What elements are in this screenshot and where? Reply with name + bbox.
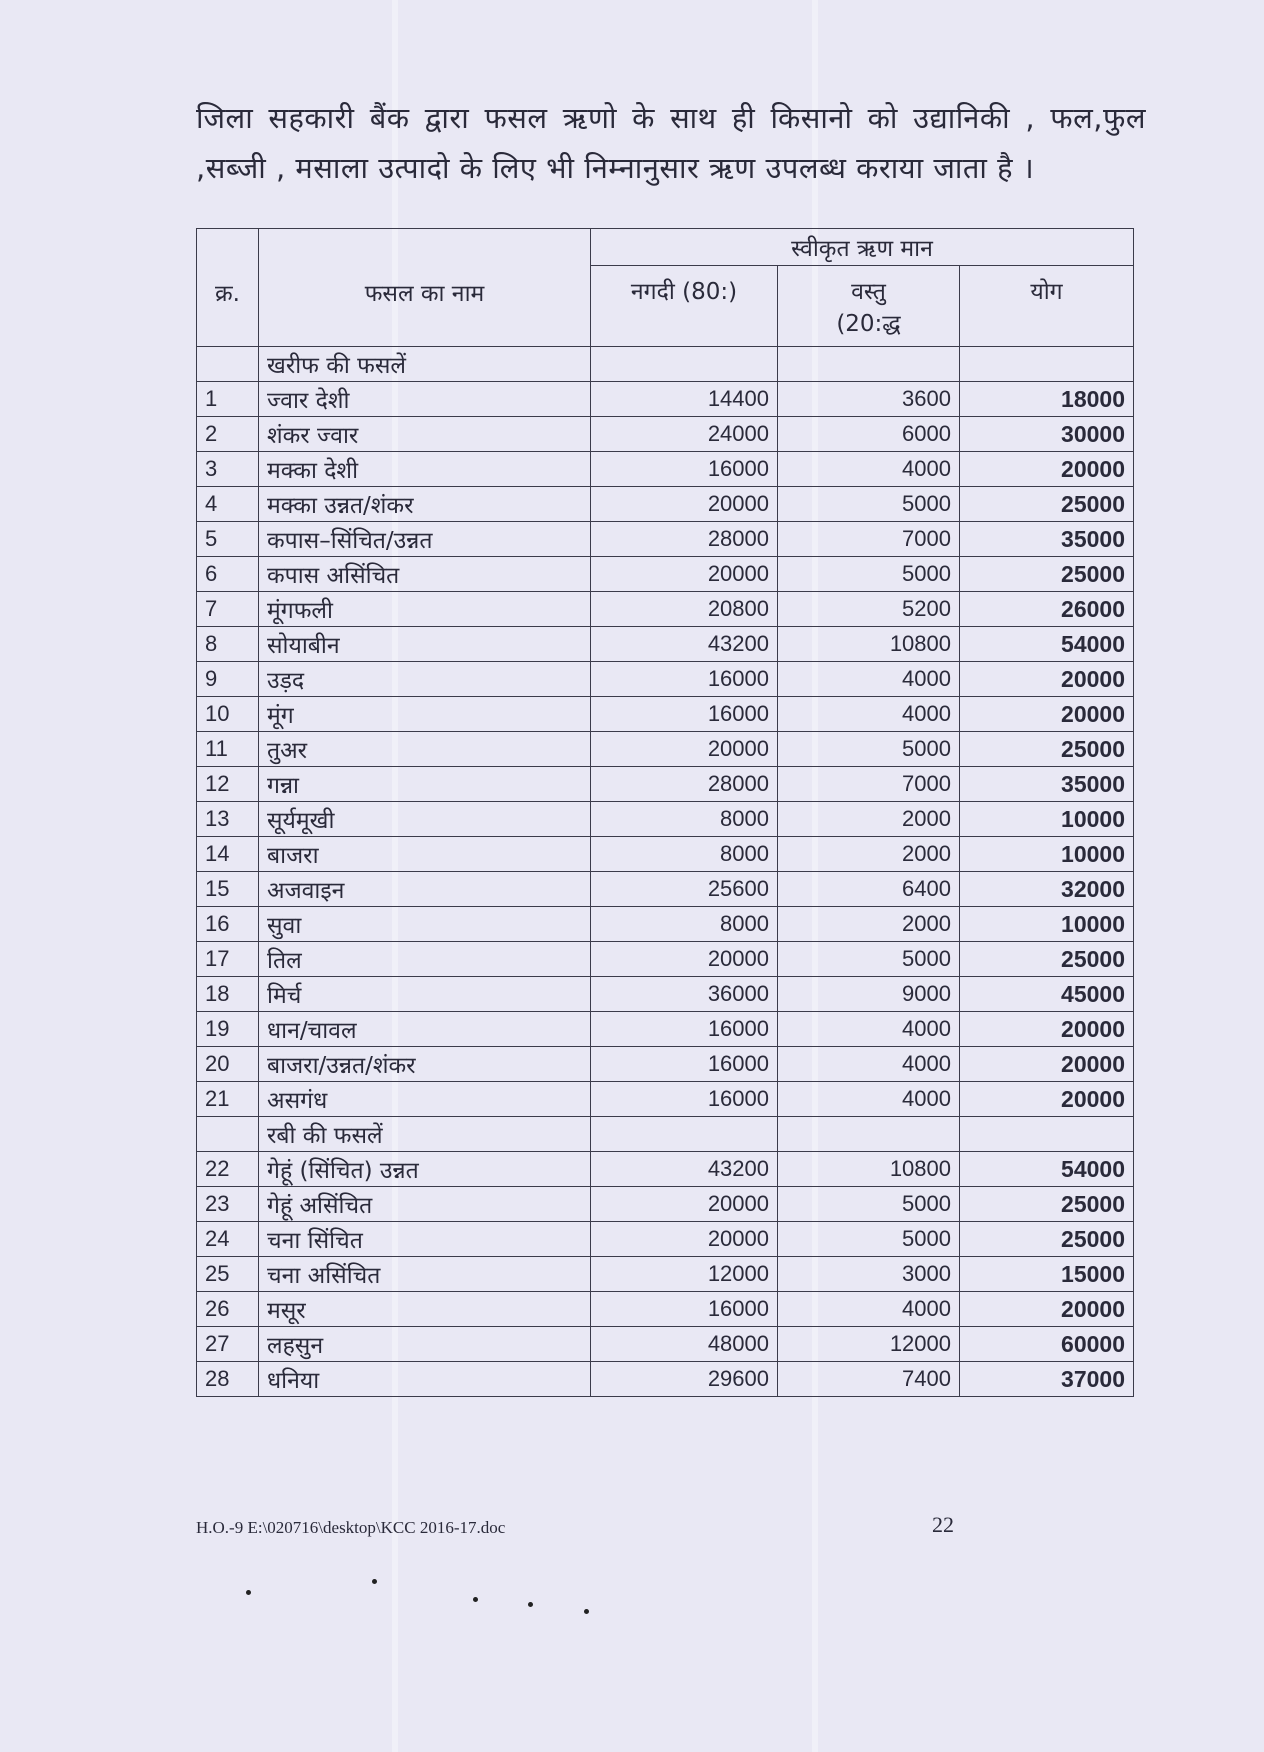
- section-row: [197, 347, 1134, 382]
- section-kind-cell: [778, 347, 960, 382]
- row-sn: 19: [197, 1012, 259, 1047]
- row-cash: 8000: [591, 907, 778, 942]
- row-total: 20000: [960, 452, 1134, 487]
- row-total: 18000: [960, 382, 1134, 417]
- row-cash: 12000: [591, 1257, 778, 1292]
- row-sn: 12: [197, 767, 259, 802]
- table-row: [197, 1362, 1134, 1397]
- table-row: [197, 907, 1134, 942]
- row-sn: 21: [197, 1082, 259, 1117]
- row-cash: 20800: [591, 592, 778, 627]
- row-crop-name: मूंग: [259, 697, 591, 732]
- row-total: 54000: [960, 627, 1134, 662]
- section-cash-cell: [591, 1117, 778, 1152]
- row-crop-name: सूर्यमूखी: [259, 802, 591, 837]
- row-cash: 20000: [591, 1187, 778, 1222]
- row-cash: 16000: [591, 1012, 778, 1047]
- row-sn: 23: [197, 1187, 259, 1222]
- row-cash: 16000: [591, 697, 778, 732]
- row-kind: 7400: [778, 1362, 960, 1397]
- row-cash: 20000: [591, 1222, 778, 1257]
- row-sn: 13: [197, 802, 259, 837]
- row-crop-name: मिर्च: [259, 977, 591, 1012]
- row-sn: 15: [197, 872, 259, 907]
- table-row: [197, 1047, 1134, 1082]
- row-cash: 48000: [591, 1327, 778, 1362]
- row-crop-name: अजवाइन: [259, 872, 591, 907]
- row-cash: 20000: [591, 487, 778, 522]
- row-sn: 28: [197, 1362, 259, 1397]
- row-crop-name: तुअर: [259, 732, 591, 767]
- row-sn: 16: [197, 907, 259, 942]
- row-cash: 14400: [591, 382, 778, 417]
- row-cash: 36000: [591, 977, 778, 1012]
- header-kind: वस्तु (20:द्ध: [778, 266, 960, 347]
- row-kind: 10800: [778, 1152, 960, 1187]
- row-cash: 16000: [591, 1047, 778, 1082]
- row-kind: 3600: [778, 382, 960, 417]
- row-kind: 4000: [778, 1082, 960, 1117]
- row-crop-name: ज्वार देशी: [259, 382, 591, 417]
- table-row: [197, 662, 1134, 697]
- row-cash: 20000: [591, 557, 778, 592]
- section-label: रबी की फसलें: [259, 1117, 591, 1152]
- row-sn: 25: [197, 1257, 259, 1292]
- table-row: [197, 942, 1134, 977]
- table-row: [197, 732, 1134, 767]
- row-total: 20000: [960, 1012, 1134, 1047]
- header-total: योग: [960, 266, 1134, 347]
- row-kind: 6400: [778, 872, 960, 907]
- row-cash: 20000: [591, 942, 778, 977]
- row-crop-name: धान/चावल: [259, 1012, 591, 1047]
- row-sn: 4: [197, 487, 259, 522]
- row-cash: 28000: [591, 522, 778, 557]
- section-row: [197, 1117, 1134, 1152]
- row-sn: 1: [197, 382, 259, 417]
- row-crop-name: मसूर: [259, 1292, 591, 1327]
- table-row: [197, 1152, 1134, 1187]
- row-total: 20000: [960, 1082, 1134, 1117]
- row-crop-name: मूंगफली: [259, 592, 591, 627]
- row-crop-name: असगंध: [259, 1082, 591, 1117]
- row-total: 20000: [960, 662, 1134, 697]
- table-row: [197, 1327, 1134, 1362]
- row-crop-name: धनिया: [259, 1362, 591, 1397]
- scan-speck: [473, 1597, 478, 1602]
- row-kind: 2000: [778, 837, 960, 872]
- row-sn: 20: [197, 1047, 259, 1082]
- row-sn: 24: [197, 1222, 259, 1257]
- row-sn: 27: [197, 1327, 259, 1362]
- header-sn: क्र.: [197, 229, 259, 347]
- row-total: 20000: [960, 697, 1134, 732]
- table-row: [197, 872, 1134, 907]
- section-label: खरीफ की फसलें: [259, 347, 591, 382]
- row-kind: 6000: [778, 417, 960, 452]
- row-total: 25000: [960, 1187, 1134, 1222]
- row-sn: 22: [197, 1152, 259, 1187]
- row-total: 20000: [960, 1047, 1134, 1082]
- table-row: [197, 697, 1134, 732]
- row-cash: 28000: [591, 767, 778, 802]
- scan-speck: [528, 1602, 533, 1607]
- section-kind-cell: [778, 1117, 960, 1152]
- table-row: [197, 487, 1134, 522]
- row-sn: 14: [197, 837, 259, 872]
- row-kind: 5000: [778, 487, 960, 522]
- row-total: 25000: [960, 942, 1134, 977]
- row-sn: 6: [197, 557, 259, 592]
- row-crop-name: सुवा: [259, 907, 591, 942]
- row-sn: 18: [197, 977, 259, 1012]
- row-total: 26000: [960, 592, 1134, 627]
- row-sn: 2: [197, 417, 259, 452]
- crop-loan-table: [196, 228, 1134, 1397]
- section-cash-cell: [591, 347, 778, 382]
- header-row: [197, 229, 1134, 266]
- row-kind: 4000: [778, 662, 960, 697]
- row-kind: 5000: [778, 1222, 960, 1257]
- row-sn: 26: [197, 1292, 259, 1327]
- row-crop-name: मक्का उन्नत/शंकर: [259, 487, 591, 522]
- row-total: 25000: [960, 1222, 1134, 1257]
- header-cash: नगदी (80:): [591, 266, 778, 347]
- header-crop-name: फसल का नाम: [259, 229, 591, 347]
- table-row: [197, 522, 1134, 557]
- row-kind: 4000: [778, 452, 960, 487]
- row-crop-name: शंकर ज्वार: [259, 417, 591, 452]
- row-kind: 5000: [778, 557, 960, 592]
- row-cash: 8000: [591, 802, 778, 837]
- row-sn: 3: [197, 452, 259, 487]
- table-row: [197, 1012, 1134, 1047]
- row-total: 60000: [960, 1327, 1134, 1362]
- row-sn: 8: [197, 627, 259, 662]
- section-total-cell: [960, 347, 1134, 382]
- section-total-cell: [960, 1117, 1134, 1152]
- table-row: [197, 452, 1134, 487]
- row-kind: 7000: [778, 767, 960, 802]
- row-cash: 16000: [591, 1082, 778, 1117]
- table-row: [197, 382, 1134, 417]
- row-total: 35000: [960, 767, 1134, 802]
- row-sn: 5: [197, 522, 259, 557]
- row-crop-name: बाजरा/उन्नत/शंकर: [259, 1047, 591, 1082]
- scan-speck: [246, 1590, 251, 1595]
- row-kind: 10800: [778, 627, 960, 662]
- scan-speck: [584, 1609, 589, 1614]
- row-total: 10000: [960, 837, 1134, 872]
- table-row: [197, 592, 1134, 627]
- row-kind: 7000: [778, 522, 960, 557]
- row-cash: 16000: [591, 1292, 778, 1327]
- table-row: [197, 1257, 1134, 1292]
- table-row: [197, 627, 1134, 662]
- table-row: [197, 1222, 1134, 1257]
- table-body: [197, 229, 1134, 1397]
- row-kind: 5000: [778, 732, 960, 767]
- row-crop-name: तिल: [259, 942, 591, 977]
- row-kind: 2000: [778, 907, 960, 942]
- row-total: 54000: [960, 1152, 1134, 1187]
- row-crop-name: मक्का देशी: [259, 452, 591, 487]
- row-cash: 29600: [591, 1362, 778, 1397]
- row-crop-name: गेहूं असिंचित: [259, 1187, 591, 1222]
- row-total: 35000: [960, 522, 1134, 557]
- row-crop-name: चना असिंचित: [259, 1257, 591, 1292]
- row-crop-name: उड़द: [259, 662, 591, 697]
- row-total: 32000: [960, 872, 1134, 907]
- row-kind: 12000: [778, 1327, 960, 1362]
- table-row: [197, 1082, 1134, 1117]
- row-crop-name: बाजरा: [259, 837, 591, 872]
- row-cash: 20000: [591, 732, 778, 767]
- row-kind: 5000: [778, 1187, 960, 1222]
- row-kind: 9000: [778, 977, 960, 1012]
- row-kind: 4000: [778, 1012, 960, 1047]
- row-total: 10000: [960, 802, 1134, 837]
- table-row: [197, 977, 1134, 1012]
- header-sanctioned-loan: स्वीकृत ऋण मान: [591, 229, 1134, 266]
- row-total: 30000: [960, 417, 1134, 452]
- row-total: 45000: [960, 977, 1134, 1012]
- row-kind: 4000: [778, 697, 960, 732]
- page-number: 22: [932, 1512, 954, 1537]
- row-sn: 17: [197, 942, 259, 977]
- row-crop-name: सोयाबीन: [259, 627, 591, 662]
- row-cash: 16000: [591, 662, 778, 697]
- row-total: 10000: [960, 907, 1134, 942]
- table-row: [197, 802, 1134, 837]
- row-total: 25000: [960, 557, 1134, 592]
- row-total: 25000: [960, 732, 1134, 767]
- row-kind: 3000: [778, 1257, 960, 1292]
- row-sn: 10: [197, 697, 259, 732]
- scan-speck: [372, 1579, 377, 1584]
- row-cash: 25600: [591, 872, 778, 907]
- table-row: [197, 767, 1134, 802]
- row-cash: 43200: [591, 627, 778, 662]
- table-row: [197, 557, 1134, 592]
- row-kind: 2000: [778, 802, 960, 837]
- row-kind: 4000: [778, 1292, 960, 1327]
- table-row: [197, 1292, 1134, 1327]
- row-total: 37000: [960, 1362, 1134, 1397]
- row-kind: 5200: [778, 592, 960, 627]
- row-cash: 24000: [591, 417, 778, 452]
- intro-paragraph: जिला सहकारी बैंक द्वारा फसल ऋणो के साथ ही किसानो को उद्यानिकी , फल,फुल ,सब्जी , मसाला उत्पादो के लिए भी निम्नानुसार ऋण उपलब्ध कराया जाता है ।: [196, 101, 1146, 185]
- row-crop-name: चना सिंचित: [259, 1222, 591, 1257]
- row-crop-name: लहसुन: [259, 1327, 591, 1362]
- table-row: [197, 837, 1134, 872]
- table-row: [197, 1187, 1134, 1222]
- row-sn: 11: [197, 732, 259, 767]
- table-row: [197, 417, 1134, 452]
- footer-file-path: H.O.-9 E:\020716\desktop\KCC 2016-17.doc: [196, 1518, 506, 1537]
- row-crop-name: गेहूं (सिंचित) उन्नत: [259, 1152, 591, 1187]
- section-sn-cell: [197, 347, 259, 382]
- row-total: 25000: [960, 487, 1134, 522]
- row-sn: 9: [197, 662, 259, 697]
- row-crop-name: कपास असिंचित: [259, 557, 591, 592]
- row-total: 20000: [960, 1292, 1134, 1327]
- row-crop-name: कपास–सिंचित/उन्नत: [259, 522, 591, 557]
- row-cash: 43200: [591, 1152, 778, 1187]
- row-kind: 4000: [778, 1047, 960, 1082]
- row-total: 15000: [960, 1257, 1134, 1292]
- section-sn-cell: [197, 1117, 259, 1152]
- row-cash: 16000: [591, 452, 778, 487]
- row-kind: 5000: [778, 942, 960, 977]
- row-crop-name: गन्ना: [259, 767, 591, 802]
- row-sn: 7: [197, 592, 259, 627]
- row-cash: 8000: [591, 837, 778, 872]
